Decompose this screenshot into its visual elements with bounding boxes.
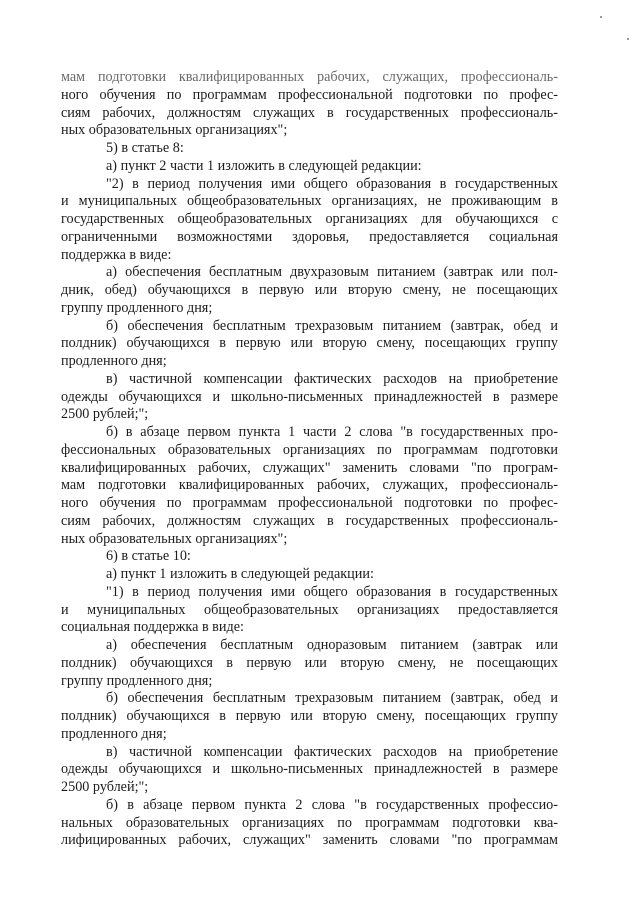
- text-line: продленного дня;: [61, 725, 167, 742]
- paragraph: [61, 264, 558, 317]
- paragraph: [61, 744, 558, 797]
- text-line: 2500 рублей;";: [61, 406, 149, 423]
- scan-speck: [627, 38, 629, 40]
- text-line: мам подготовки квалифицированных рабочих, служащих, профессиональ-: [61, 69, 558, 85]
- text-line: в) частичной компенсации фактических расходов на приобретение: [106, 743, 558, 760]
- text-line: полдник) обучающихся в первую или вторую смену, не посещающих: [61, 654, 558, 671]
- text-line: квалифицированных рабочих, служащих" заменить словами "по програм-: [61, 459, 558, 476]
- paragraph: [61, 424, 558, 548]
- text-line: группу продленного дня;: [61, 299, 213, 316]
- paragraph: [61, 69, 558, 140]
- text-line: б) обеспечения бесплатным трехразовым питанием (завтрак, обед и: [106, 317, 558, 334]
- paragraph: [61, 140, 558, 158]
- paragraph: [61, 371, 558, 424]
- paragraph: [61, 637, 558, 690]
- text-line: ного обучения по программам профессиональной подготовки по профес-: [61, 86, 558, 103]
- text-line: лифицированных рабочих, служащих" заменить словами "по программам: [61, 832, 558, 849]
- text-line: а) пункт 2 части 1 изложить в следующей редакции:: [106, 157, 422, 174]
- text-line: б) в абзаце первом пункта 2 слова "в государственных профессио-: [106, 796, 558, 813]
- text-line: "2) в период получения ими общего образования в государственных: [106, 175, 558, 192]
- text-line: одежды обучающихся и школьно-письменных принадлежностей в размере: [61, 388, 558, 405]
- text-line: полдник) обучающихся в первую или вторую смену, посещающих группу: [61, 708, 558, 724]
- text-line: и муниципальных общеобразовательных организациях, не проживающим в: [61, 193, 558, 210]
- text-line: ного обучения по программам профессиональной подготовки по профес-: [61, 495, 558, 511]
- text-line: фессиональных образовательных организациях по программам подготовки: [61, 441, 558, 458]
- paragraph: [61, 566, 558, 584]
- paragraph: [61, 176, 558, 265]
- text-line: 6) в статье 10:: [106, 548, 191, 565]
- text-line: а) пункт 1 изложить в следующей редакции:: [106, 566, 374, 582]
- text-line: одежды обучающихся и школьно-письменных принадлежностей в размере: [61, 761, 558, 778]
- text-line: мам подготовки квалифицированных рабочих, служащих, профессиональ-: [61, 477, 558, 494]
- text-line: ограниченными возможностями здоровья, предоставляется социальная: [61, 228, 558, 245]
- text-line: государственных общеобразовательных организациях для обучающихся с: [61, 211, 558, 227]
- text-line: дник, обед) обучающихся в первую или вторую смену, не посещающих: [61, 282, 558, 298]
- text-line: и муниципальных общеобразовательных организациях предоставляется: [61, 601, 558, 618]
- paragraph: [61, 690, 558, 743]
- text-line: б) обеспечения бесплатным трехразовым питанием (завтрак, обед и: [106, 690, 558, 707]
- text-line: "1) в период получения ими общего образования в государственных: [106, 583, 558, 600]
- text-line: в) частичной компенсации фактических расходов на приобретение: [106, 370, 558, 387]
- text-line: 2500 рублей;";: [61, 779, 149, 795]
- paragraph: [61, 584, 558, 637]
- text-line: а) обеспечения бесплатным двухразовым питанием (завтрак или пол-: [106, 264, 558, 281]
- paragraph: [61, 548, 558, 566]
- text-line: поддержка в виде:: [61, 246, 172, 263]
- text-line: полдник) обучающихся в первую или вторую смену, посещающих группу: [61, 335, 558, 352]
- paragraph: [61, 318, 558, 371]
- text-line: 5) в статье 8:: [106, 140, 184, 156]
- document-body: [61, 69, 558, 850]
- text-line: а) обеспечения бесплатным одноразовым питанием (завтрак или: [106, 637, 558, 653]
- paragraph: [61, 158, 558, 176]
- text-line: ных образовательных организациях";: [61, 122, 288, 139]
- text-line: ных образовательных организациях";: [61, 530, 288, 547]
- text-line: продленного дня;: [61, 353, 167, 369]
- text-line: группу продленного дня;: [61, 672, 213, 689]
- paragraph: [61, 797, 558, 850]
- scan-speck: [600, 16, 602, 18]
- text-line: социальная поддержка в виде:: [61, 619, 244, 636]
- text-line: сиям рабочих, должностям служащих в государственных профессиональ-: [61, 512, 558, 529]
- text-line: нальных образовательных организациях по программам подготовки ква-: [61, 814, 558, 831]
- text-line: б) в абзаце первом пункта 1 части 2 слова "в государственных про-: [106, 424, 558, 440]
- text-line: сиям рабочих, должностям служащих в государственных профессиональ-: [61, 104, 558, 121]
